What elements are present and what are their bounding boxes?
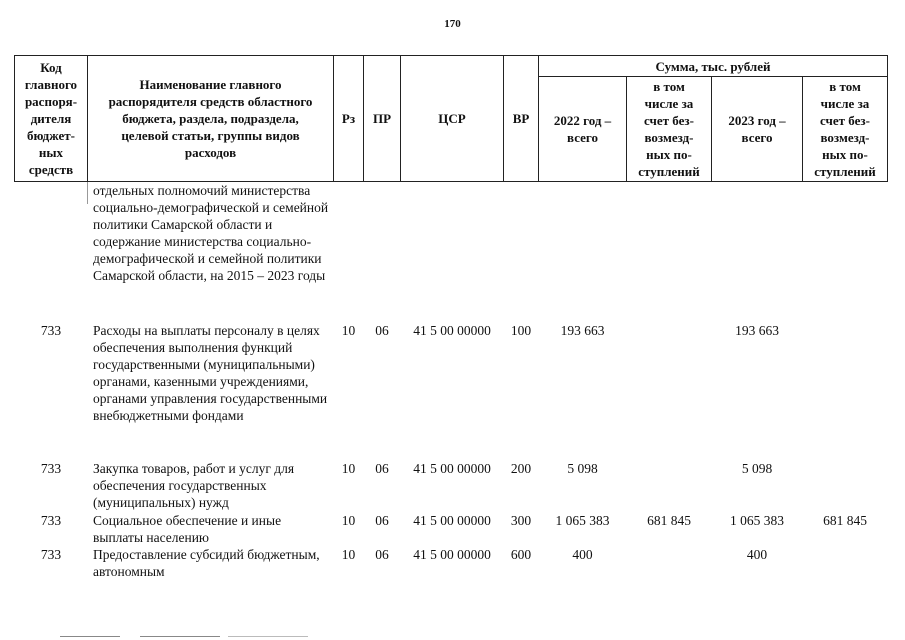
row-name: отдельных полномочий министерства социально-демографической и семейной политики Самарской области и содержание министерства социально-демографической и семейной политики Самарской области, на 2015 – 2023 годы bbox=[93, 183, 329, 283]
row-code: 733 bbox=[40, 513, 62, 528]
scan-artifact bbox=[140, 636, 220, 637]
row-pr: 06 bbox=[375, 461, 389, 476]
header-2022-total: 2022 год – всего bbox=[538, 76, 627, 182]
header-2022-free: в том числе за счет без-возмезд-ных по-ступлений bbox=[626, 76, 712, 182]
scan-artifact bbox=[228, 636, 308, 637]
row-vr: 600 bbox=[510, 547, 532, 562]
row-sum-2023: 5 098 bbox=[741, 461, 773, 476]
row-code: 733 bbox=[40, 461, 62, 476]
row-rz: 10 bbox=[341, 513, 356, 528]
header-2023-free: в том числе за счет без-возмезд-ных по-ступлений bbox=[802, 76, 888, 182]
row-pr: 06 bbox=[375, 547, 389, 562]
row-pr: 06 bbox=[375, 513, 389, 528]
header-pr: ПР bbox=[363, 55, 401, 182]
row-vr: 200 bbox=[510, 461, 532, 476]
row-rz: 10 bbox=[341, 461, 356, 476]
row-pr: 06 bbox=[375, 323, 389, 338]
row-sum-2023-free: 681 845 bbox=[823, 513, 867, 528]
row-name: Расходы на выплаты персоналу в целях обеспечения выполнения функций государственными (муниципальными) органами, казенными учреждениями, органами управления государственными внебюджетными фондами bbox=[93, 323, 328, 423]
header-rz: Рз bbox=[333, 55, 364, 182]
row-csr: 41 5 00 00000 bbox=[413, 323, 491, 338]
row-name: Закупка товаров, работ и услуг для обеспечения государственных (муниципальных) нужд bbox=[93, 461, 295, 510]
row-rz: 10 bbox=[341, 547, 356, 562]
row-csr: 41 5 00 00000 bbox=[413, 547, 491, 562]
row-name: Социальное обеспечение и иные выплаты населению bbox=[93, 513, 282, 545]
row-sum-2022: 400 bbox=[572, 547, 593, 562]
row-sum-2023: 1 065 383 bbox=[730, 513, 784, 528]
header-2023-total: 2023 год – всего bbox=[711, 76, 803, 182]
row-sum-2023: 193 663 bbox=[735, 323, 779, 338]
header-csr: ЦСР bbox=[400, 55, 504, 182]
row-sum-2023: 400 bbox=[746, 547, 768, 562]
header-vr: ВР bbox=[503, 55, 539, 182]
row-sum-2022: 5 098 bbox=[567, 461, 598, 476]
row-sum-2022-free: 681 845 bbox=[647, 513, 691, 528]
row-csr: 41 5 00 00000 bbox=[413, 513, 491, 528]
scan-artifact bbox=[60, 636, 120, 637]
row-rz: 10 bbox=[341, 323, 356, 338]
header-name: Наименование главного распорядителя средств областного бюджета, раздела, подраздела, целевой статьи, группы видов расходов bbox=[87, 55, 334, 182]
row-name: Предоставление субсидий бюджетным, автономным bbox=[93, 547, 320, 579]
column-divider bbox=[87, 182, 88, 204]
header-sum: Сумма, тыс. рублей bbox=[538, 55, 888, 77]
row-code: 733 bbox=[40, 547, 62, 562]
row-sum-2022: 1 065 383 bbox=[555, 513, 610, 528]
page-number: 170 bbox=[444, 18, 461, 30]
header-code: Код главного распоря-дителя бюджет-ных средств bbox=[14, 55, 88, 182]
row-vr: 100 bbox=[510, 323, 532, 338]
row-csr: 41 5 00 00000 bbox=[413, 461, 491, 476]
row-sum-2022: 193 663 bbox=[560, 323, 605, 338]
row-code: 733 bbox=[40, 323, 62, 338]
row-vr: 300 bbox=[510, 513, 532, 528]
